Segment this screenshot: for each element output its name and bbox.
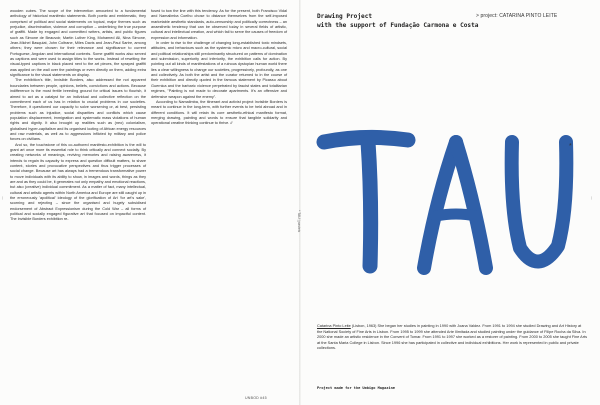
title-line-1: Drawing Project xyxy=(317,13,373,20)
title-line-2: with the support of Fundação Carmona e Costa xyxy=(317,21,479,29)
letter-t-stem xyxy=(368,142,371,266)
paragraph: And so, the touchstone of this co-authored manifesto-exhibition is the will to grant art once more its essential role to think critically and connect socially. By creating networks of meanings, reviving memories and raising awareness, it intends to regain its capacity to express and question difficult matters, to share content, stories and provocative perspectives and thus trigger processes of social change. Because art has always had a tremendous transformative power to move individuals with its ability to show, in images and words, things as they are and as they could be, it generates not only empathy and emotional reactions, but also (creative) individual commitment. As a matter of fact, many intellectual, cultural and artistic agents within North America and Europe are still caught up in the erroneously 'apolitical' ideology of the glorification of Art 'for art's sake', scorning and rejecting – since the organised and hugely subsidised endorsement of Abstract Expressionism during the Cold War – all forms of political and socially engaged figurative art that focused on impactful content. The Invisible Borders exhibition re- xyxy=(10,142,147,222)
letter-a-left xyxy=(424,142,456,268)
paragraph: According to Namalimba, the itinerant and activist project Invisible Borders is meant to continue in the long-term, with further events to be held abroad and in different conditions. It will retain its core aesthetic-ethical manifesto format, merging drawing, painting and words to ensure that tangible solidarity and operational creative thinking continue to thrive. // xyxy=(151,99,287,126)
artist-bio xyxy=(317,324,587,352)
right-margin-mark: — xyxy=(589,196,594,200)
page-title xyxy=(317,13,478,30)
artwork-footnote-mark: * xyxy=(569,143,572,150)
left-margin-mark: — xyxy=(0,196,5,200)
page-folio: UNBOD #45 xyxy=(245,396,267,400)
paragraph: The exhibition's title, Invisible Borders, also addressed the not apparent boundaries between people, opinions, beliefs, convictions and actions. Because indifference is the most fertile breeding ground for critical issues to flourish, it aimed to act as a catalyst for an individual and collective reflection on the commitment each of us has in relation to crucial problems in our societies. Therefore, it questioned our capacity to solve worsening or, at best, persisting problems such as injustice, social disparities and conflicts which cause population displacement, immigration and systematic mass violations of human rights and dignity. It also brought up realities such as (neo) colonialism, globalised hyper-capitalism and its organised looting of African energy resources and raw materials, as well as to aggressions inflicted by military and police forces on civilians. xyxy=(10,78,146,142)
letter-u xyxy=(512,142,567,262)
left-text-column-1 xyxy=(10,9,146,223)
artwork-caption: * TAU | pasteis xyxy=(297,210,301,233)
paragraph: fused to tow the line with this tendency. As for the present, both Francisco Vidal and Namalimba Coelho chose to distance themselves from the self-imposed marketable aesthetic standards, auto-censorship and politically correctness – an anaesthetic tendency that can be observed today in several fields of artistic, cultural and intellectual creation, and which fail to serve the causes of freedom of expression and information. xyxy=(151,9,287,40)
tau-artwork xyxy=(316,30,586,318)
page-fold xyxy=(299,0,301,405)
artist-name: Catarina Pinto Leite xyxy=(317,324,351,328)
bio-text: (Lisbon, 1963) She began her studies in painting in 1990 with Joana Valdez. From 1991 to 1994 she studied Drawing and Art History at the National Society of Fine Arts in Lisbon. From 1995 to 1999 she attended Arte Ilimitada and studied painting under the guidance of Filipe Rocha da Silva. In 2000 she made an artistic residence in the Convent of Tomar. From 1991 to 1997 she worked as a restorer of painting. From 2000 to 2005 she taught Fine Arts at the Santa Maria College in Lisbon. Since 1996 she has participated in collective and individual exhibitions. Her work is represented in public and private collections. xyxy=(317,324,587,351)
project-tag: > project: CATARINA PINTO LEITE xyxy=(476,13,558,19)
letter-a-bar xyxy=(436,214,476,216)
paragraph: In order to rise to the challenge of changing long-established toxic mindsets, attitudes, and behaviours such as the systemic micro and macro-cultural, social and political relationships still predominantly structured on patterns of domination and submission, superiority and inferiority, the exhibition calls for action. By pointing out all kinds of manifestations of a ruinous dystopian human world there lies a clear willingness to change our societies, progressively, profoundly, as one and collectively. As both the artist and the curator returned to in the course of their exhibition and directly quoted in the famous statement by Picasso about Guernica and the barbaric violence perpetrated by fascist states and totalitarian regimes, "Painting is not made to decorate apartments. It's an offensive and defensive weapon against the enemy". xyxy=(151,41,287,99)
left-text-column-2 xyxy=(151,9,287,127)
project-credit: Project made for the Umbigo Magazine xyxy=(317,386,395,390)
paragraph: wooden cubes. The scope of the intervention amounted to a fundamental anthology of historical manifesto statements. Both poetic and emblematic, they comprised of political and social statements on topical, major themes such as prejudice, discrimination, violence and corruption – underlining the true purpose of graffiti. Made by engaged and committed writers, artists, and public figures such as Simone de Beauvoir, Martin Luther King, Mohamed Ali, Nina Simone, Jean-Michel Basquiat, John Coltrane, Miles Davis and Jean-Paul Sartre, among others; they were chosen for their relevance and significance to current Portuguese, Angolan and international contexts. Some graffiti works also served as captions and were used to assign titles to the works. Instead of rewriting the visual-typed captions in black placed next to the art pieces, the sprayed graffiti was applied on the wall over the paintings or even directly on them, adding extra significance to the visual statements on display. xyxy=(10,9,146,78)
letter-a-right xyxy=(456,142,486,268)
